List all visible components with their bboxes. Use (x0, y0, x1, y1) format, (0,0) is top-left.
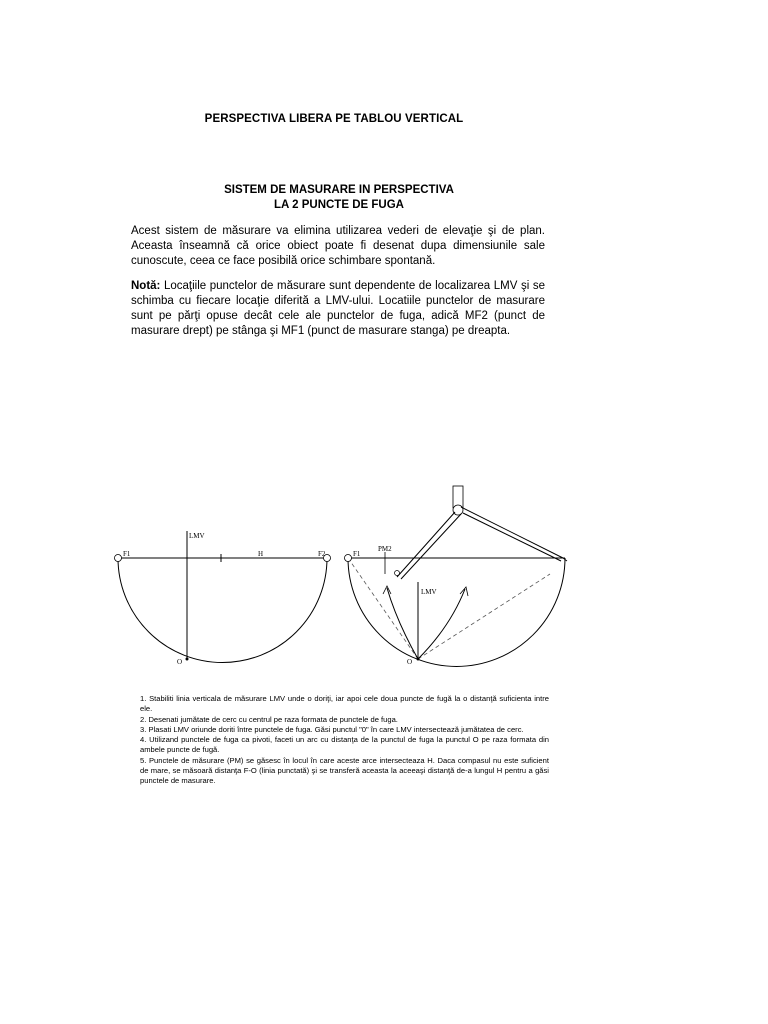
dashed-f1-o (348, 558, 418, 659)
page-title: PERSPECTIVA LIBERA PE TABLOU VERTICAL (204, 113, 464, 125)
compass-knob (395, 571, 400, 576)
note-label: Notă: (131, 280, 161, 292)
step-2: 2. Desenati jumătate de cerc cu centrul pe raza formata de punctele de fuga. (140, 714, 398, 724)
o-point (417, 658, 420, 661)
compass-leg-left-a (397, 512, 455, 577)
compass-leg-right-b (463, 513, 561, 561)
semicircle (118, 558, 327, 663)
section-title-line2: LA 2 PUNCTE DE FUGA (274, 199, 404, 211)
f1-label: F1 (353, 550, 361, 558)
f2-label: F2 (318, 550, 326, 558)
lmv-label: LMV (421, 588, 437, 596)
step-4: 4. Utilizand punctele de fuga ca pivoti, faceti un arc cu distanţa de la punctul de fuga la punctul O pe raza formata din ambele puncte de fugă. (140, 735, 549, 755)
compass-leg-right-a (461, 507, 563, 558)
step-1: 1. Stabiliti linia verticala de măsurare LMV unde o doriţi, iar apoi cele doua puncte de fugă la o distanţă suficienta intre ele. (140, 694, 549, 714)
f1-point (115, 555, 122, 562)
diagram-left (110, 525, 340, 670)
f1-label: F1 (123, 550, 131, 558)
step-5: 5. Punctele de măsurare (PM) se găsesc în locul în care aceste arce intersecteaza H. Daca compasul nu este suficient de mare, se măsoară distanţa F-O (linia punctată) şi se transferă aceasta la aceeaşi distanţă de-a lungul H pentru a găsi punctele de masurare. (140, 755, 549, 786)
step-3: 3. Plasati LMV oriunde doriti între punctele de fuga. Găsi punctul "0" în care LMV intersectează jumătatea de cerc. (140, 724, 524, 734)
h-label: H (258, 550, 264, 558)
note-text: Locaţiile punctelor de măsurare sunt dependente de localizarea LMV şi se schimba cu fiecare locaţie diferită a LMV-ului. Locatiile punctelor de masurare sunt pe părţi opuse decât cele ale punctelor de fuga, adică MF2 (punct de masurare drept) pe stânga şi MF1 (punct de masurare stanga) pe dreapta. (131, 280, 545, 337)
arc-right (418, 589, 465, 659)
pm-label: PM2 (378, 545, 392, 553)
lmv-label: LMV (189, 532, 205, 540)
dashed-o-f2 (418, 574, 550, 659)
steps-list (140, 694, 549, 787)
diagram-right (335, 482, 575, 672)
intro-paragraph: Acest sistem de măsurare va elimina utilizarea vederi de elevaţie şi de plan. Aceasta înseamnă că orice obiect poate fi desenat dupa dimensiunile sale cunoscute, ceea ce face posibilă orice schimbare spontană. (131, 225, 545, 267)
f1-point (345, 555, 352, 562)
arc-left (387, 588, 418, 659)
section-title-line1: SISTEM DE MASURARE IN PERSPECTIVA (224, 184, 454, 196)
semicircle (348, 558, 565, 666)
note-paragraph (131, 279, 545, 339)
o-label: O (407, 658, 413, 666)
compass-leg-left-b (401, 514, 461, 579)
o-label: O (177, 658, 183, 666)
o-point (186, 658, 189, 661)
arc-left-arrow (383, 586, 391, 594)
compass-hinge (453, 505, 463, 515)
